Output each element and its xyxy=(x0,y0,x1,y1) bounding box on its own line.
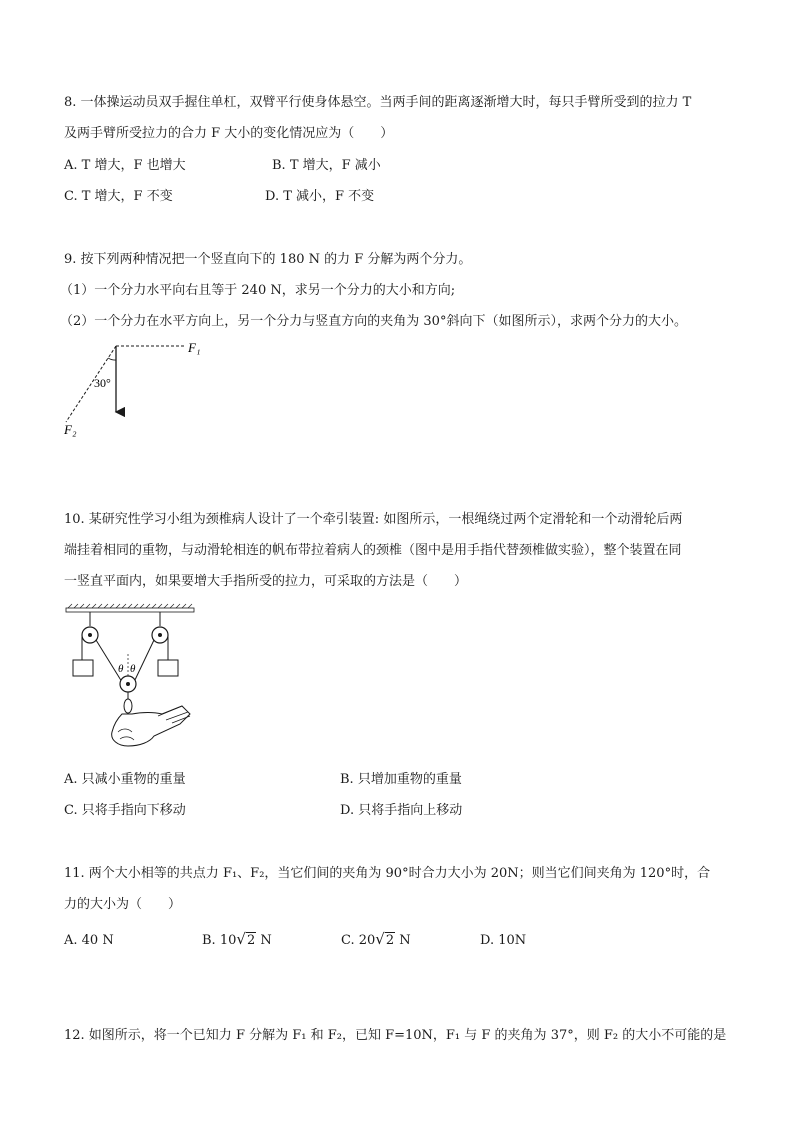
q10-option-c: C. 只将手指向下移动 xyxy=(64,803,186,818)
q11-option-c-unit: N xyxy=(399,933,411,948)
q10-option-d: D. 只将手指向上移动 xyxy=(340,803,463,818)
q11-option-b-unit: N xyxy=(260,933,272,948)
q11-option-c xyxy=(341,930,411,950)
q8-stem-line1: 8. 一体操运动员双手握住单杠，双臂平行使身体悬空。当两手间的距离逐渐增大时，每只手臂所受到的拉力 T xyxy=(64,95,692,110)
left-weight xyxy=(73,660,93,676)
q8-option-d: D. T 减小，F 不变 xyxy=(265,189,375,204)
canvas-strap xyxy=(124,699,132,713)
q9-part2: （2）一个分力在水平方向上，另一个分力与竖直方向的夹角为 30°斜向下（如图所示），求两个分力的大小。 xyxy=(60,314,687,329)
q11-option-b-radicand: 2 xyxy=(246,933,256,948)
q11-option-a: A. 40 N xyxy=(64,933,114,948)
theta-right-label: θ xyxy=(130,663,136,675)
f2-label: F₂ xyxy=(64,422,77,437)
f1-label: F₁ xyxy=(188,340,201,355)
q11-option-d: D. 10N xyxy=(480,933,527,948)
q11-stem-line2: 力的大小为（ ） xyxy=(64,897,182,912)
q11-option-c-radicand: 2 xyxy=(385,933,395,948)
q11-option-c-prefix: C. 20 xyxy=(341,933,376,948)
q8-stem-line2: 及两手臂所受拉力的合力 F 大小的变化情况应为（ ） xyxy=(64,126,394,141)
q9-force-diagram xyxy=(60,336,220,446)
q10-option-a: A. 只减小重物的重量 xyxy=(64,772,186,787)
q9-stem-line1: 9. 按下列两种情况把一个竖直向下的 180 N 的力 F 分解为两个分力。 xyxy=(64,252,472,267)
q11-option-b xyxy=(202,930,272,950)
q11-stem-line1: 11. 两个大小相等的共点力 F₁、F₂，当它们间的夹角为 90°时合力大小为 20N；则当它们间夹角为 120°时，合 xyxy=(64,866,711,881)
ceiling-beam xyxy=(66,608,194,612)
q8-option-b: B. T 增大，F 减小 xyxy=(272,158,381,173)
q12-stem-line1: 12. 如图所示，将一个已知力 F 分解为 F₁ 和 F₂，已知 F=10N，F₁ 与 F 的夹角为 37°，则 F₂ 的大小不可能的是 xyxy=(64,1028,727,1043)
q10-option-b: B. 只增加重物的重量 xyxy=(340,772,462,787)
sqrt-symbol: √2 xyxy=(375,930,395,948)
q8-option-c: C. T 增大，F 不变 xyxy=(64,189,173,204)
q10-stem-line2: 端挂着相同的重物，与动滑轮相连的帆布带拉着病人的颈椎（图中是用手指代替颈椎做实验），整个装置在同 xyxy=(64,543,682,558)
q9-part1: （1）一个分力水平向右且等于 240 N，求另一个分力的大小和方向; xyxy=(60,283,456,298)
right-weight xyxy=(158,660,178,676)
q8-option-a: A. T 增大，F 也增大 xyxy=(64,158,186,173)
hand-drawing xyxy=(112,706,190,746)
q10-stem-line1: 10. 某研究性学习小组为颈椎病人设计了一个牵引装置: 如图所示，一根绳绕过两个定滑轮和一个动滑轮后两 xyxy=(64,512,683,527)
theta-left-label: θ xyxy=(118,663,124,675)
q11-option-b-prefix: B. 10 xyxy=(202,933,237,948)
angle-arc xyxy=(108,358,116,360)
q10-traction-device-diagram xyxy=(62,602,212,752)
sqrt-symbol: √2 xyxy=(236,930,256,948)
angle-label: 30° xyxy=(94,376,111,390)
q10-stem-line3: 一竖直平面内，如果要增大手指所受的拉力，可采取的方法是（ ） xyxy=(64,574,468,589)
